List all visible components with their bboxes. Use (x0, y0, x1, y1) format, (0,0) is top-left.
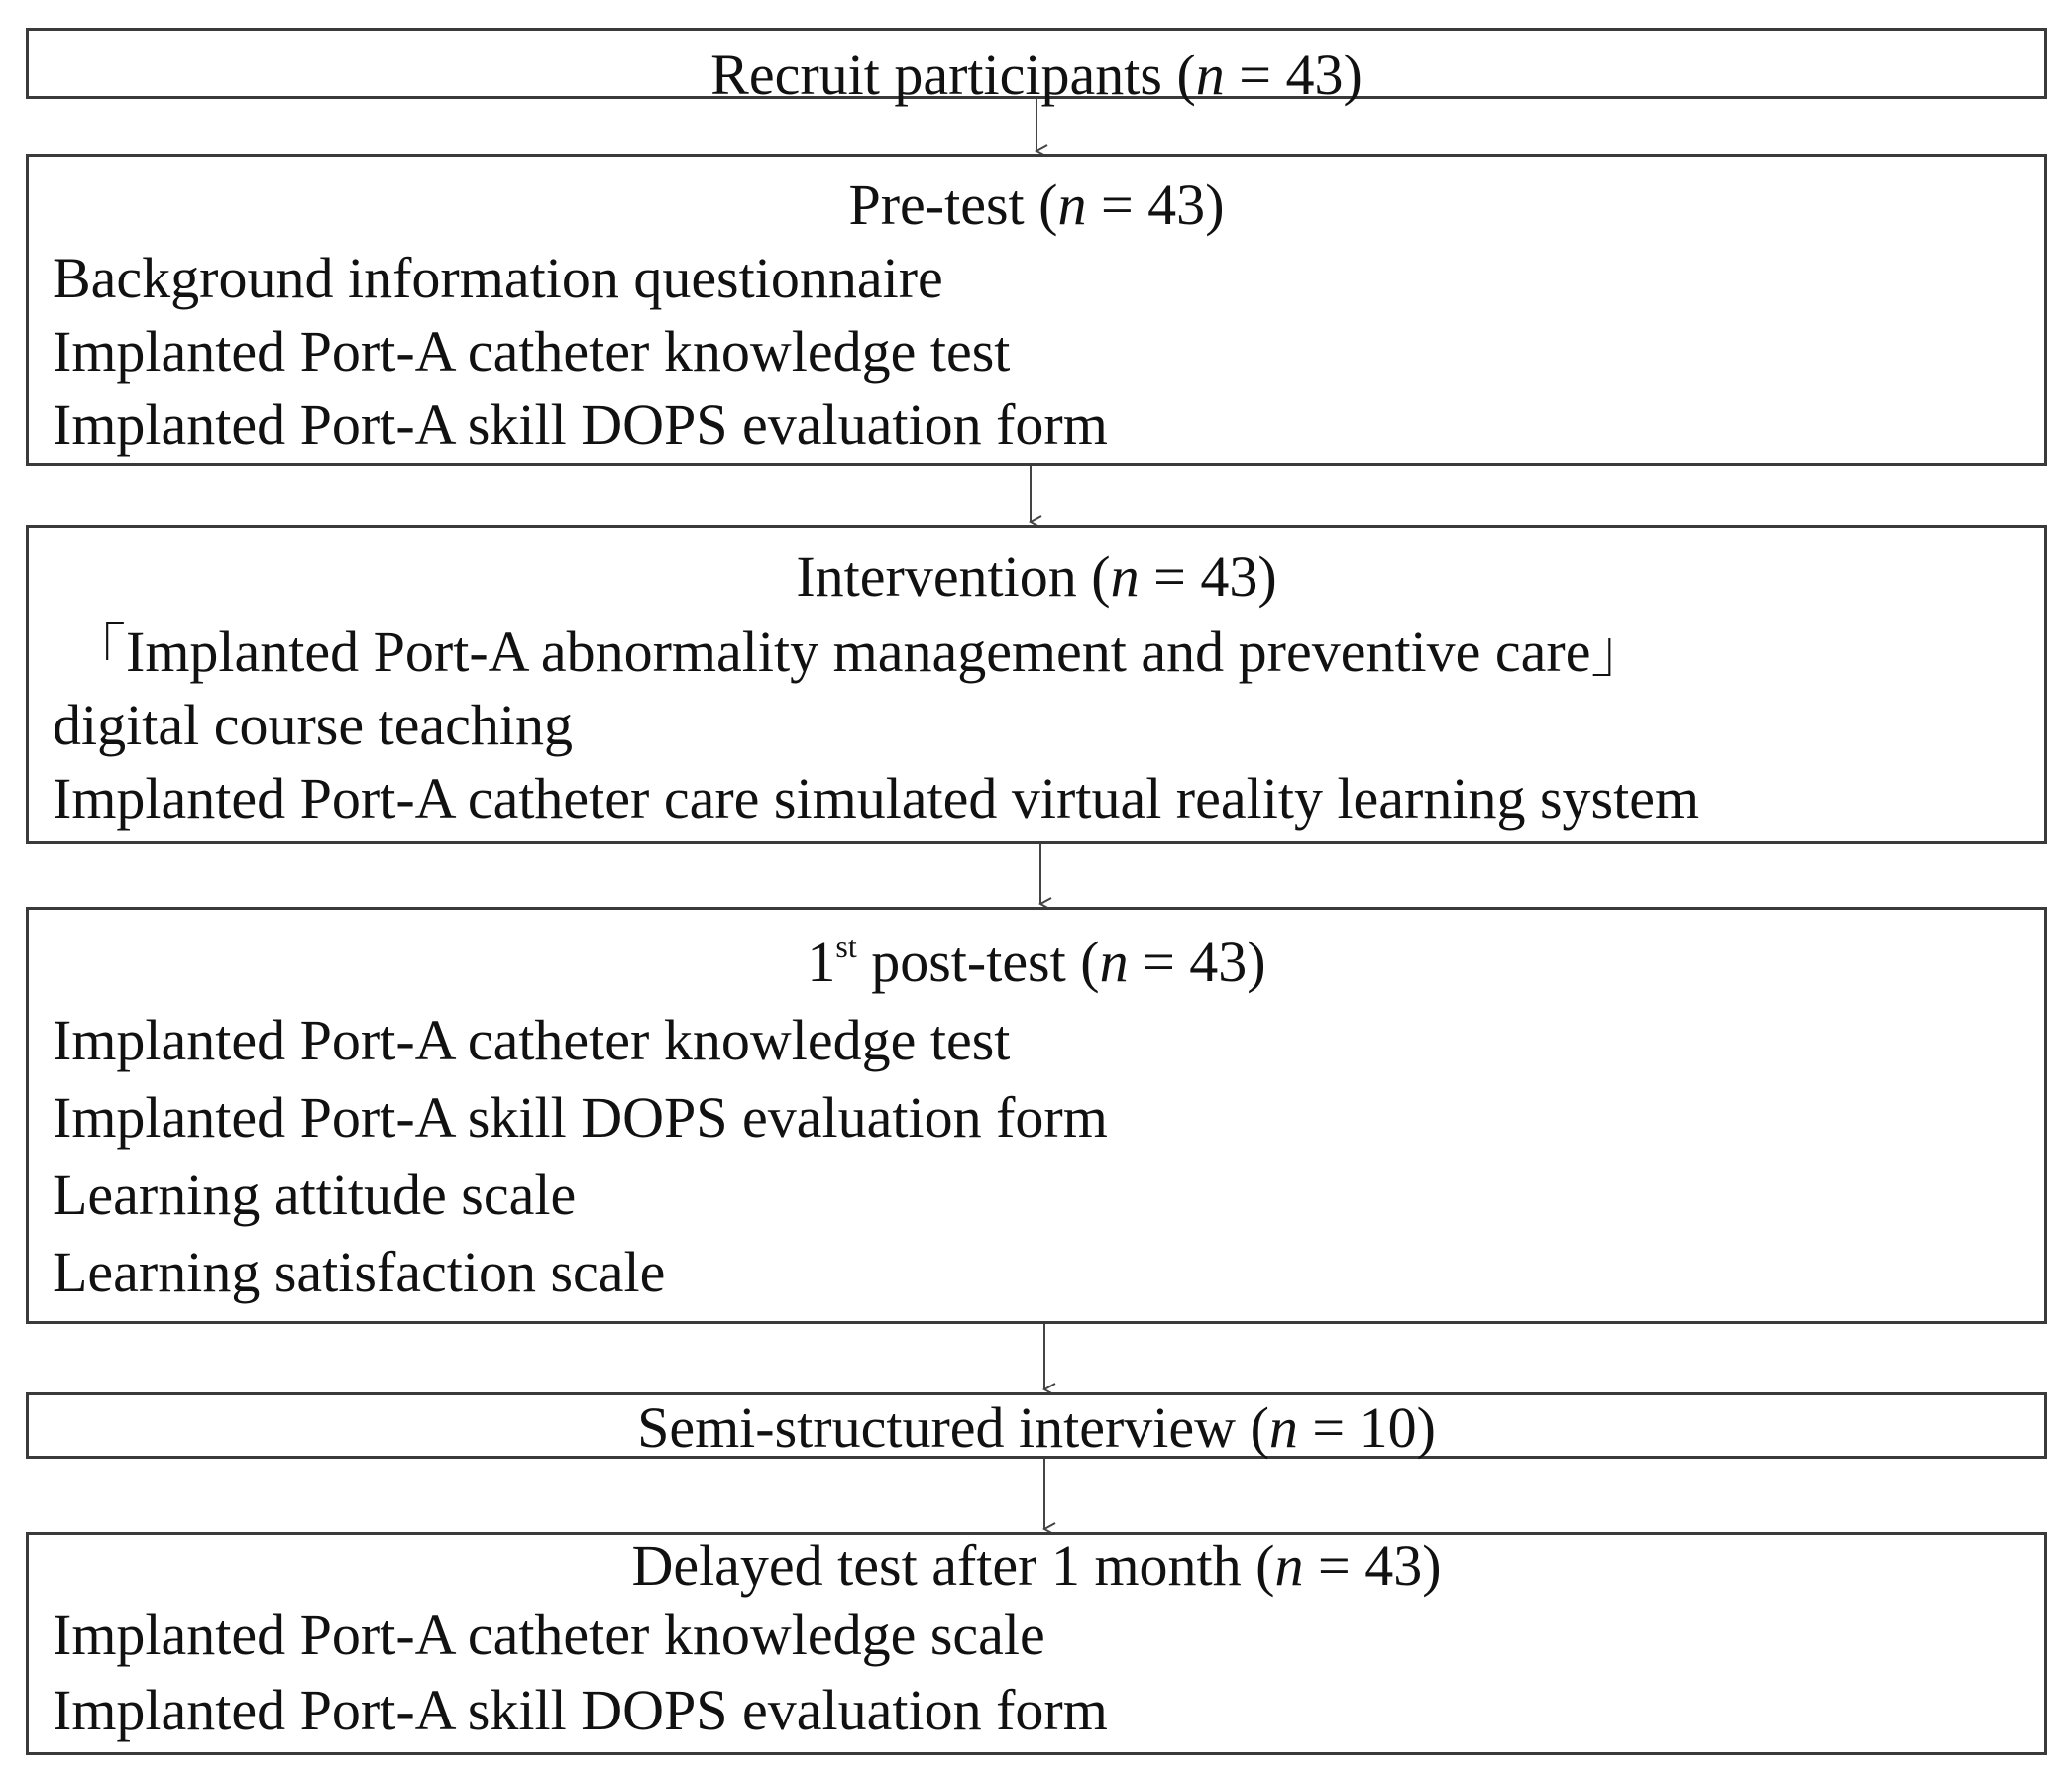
stage-line: Background information questionnaire (53, 246, 943, 310)
stage-line: Implanted Port-A catheter knowledge scale (53, 1603, 1045, 1667)
stage-box-intervention (26, 525, 2047, 844)
n-symbol: n (1099, 930, 1129, 994)
stage-title-interview: Semi-structured interview (n = 10) (637, 1395, 1436, 1460)
n-symbol: n (1274, 1533, 1304, 1598)
n-symbol: n (1110, 544, 1140, 609)
stage-line: 「Implanted Port-A abnormality management and preventive care」 (68, 619, 1649, 684)
stage-title-delayed: Delayed test after 1 month (n = 43) (631, 1533, 1442, 1598)
stage-line: Implanted Port-A catheter knowledge test (53, 319, 1011, 384)
ordinal-suffix: st (835, 929, 857, 964)
stage-title-pretest: Pre-test (n = 43) (848, 172, 1225, 237)
n-symbol: n (1057, 172, 1087, 237)
stage-box-pretest (26, 154, 2047, 466)
stage-title-intervention: Intervention (n = 43) (796, 544, 1277, 609)
n-symbol: n (1195, 43, 1225, 107)
stage-line: digital course teaching (53, 693, 574, 757)
n-value: = 43 (1153, 544, 1258, 609)
stage-line: Learning attitude scale (53, 1163, 577, 1227)
stage-line: Implanted Port-A skill DOPS evaluation form (53, 1678, 1108, 1742)
n-symbol: n (1268, 1395, 1298, 1460)
stage-line: Implanted Port-A skill DOPS evaluation form (53, 392, 1108, 457)
stage-title-recruit: Recruit participants (n = 43) (710, 43, 1363, 107)
stage-box-recruit (26, 28, 2047, 107)
n-value: = 43 (1143, 930, 1248, 994)
stage-line: Learning satisfaction scale (53, 1240, 666, 1304)
stage-line: Implanted Port-A skill DOPS evaluation form (53, 1085, 1108, 1150)
n-value: = 43 (1239, 43, 1344, 107)
n-value: = 43 (1318, 1533, 1423, 1598)
stage-line: Implanted Port-A catheter care simulated virtual reality learning system (53, 766, 1700, 831)
n-value: = 43 (1100, 172, 1206, 237)
n-value: = 10 (1312, 1395, 1417, 1460)
stage-box-delayed (26, 1532, 2047, 1755)
stage-box-posttest-1 (26, 907, 2047, 1324)
stage-title-posttest-1: 1st post-test (n = 43) (807, 929, 1266, 994)
stage-box-interview (26, 1392, 2047, 1459)
stage-line: Implanted Port-A catheter knowledge test (53, 1008, 1011, 1072)
